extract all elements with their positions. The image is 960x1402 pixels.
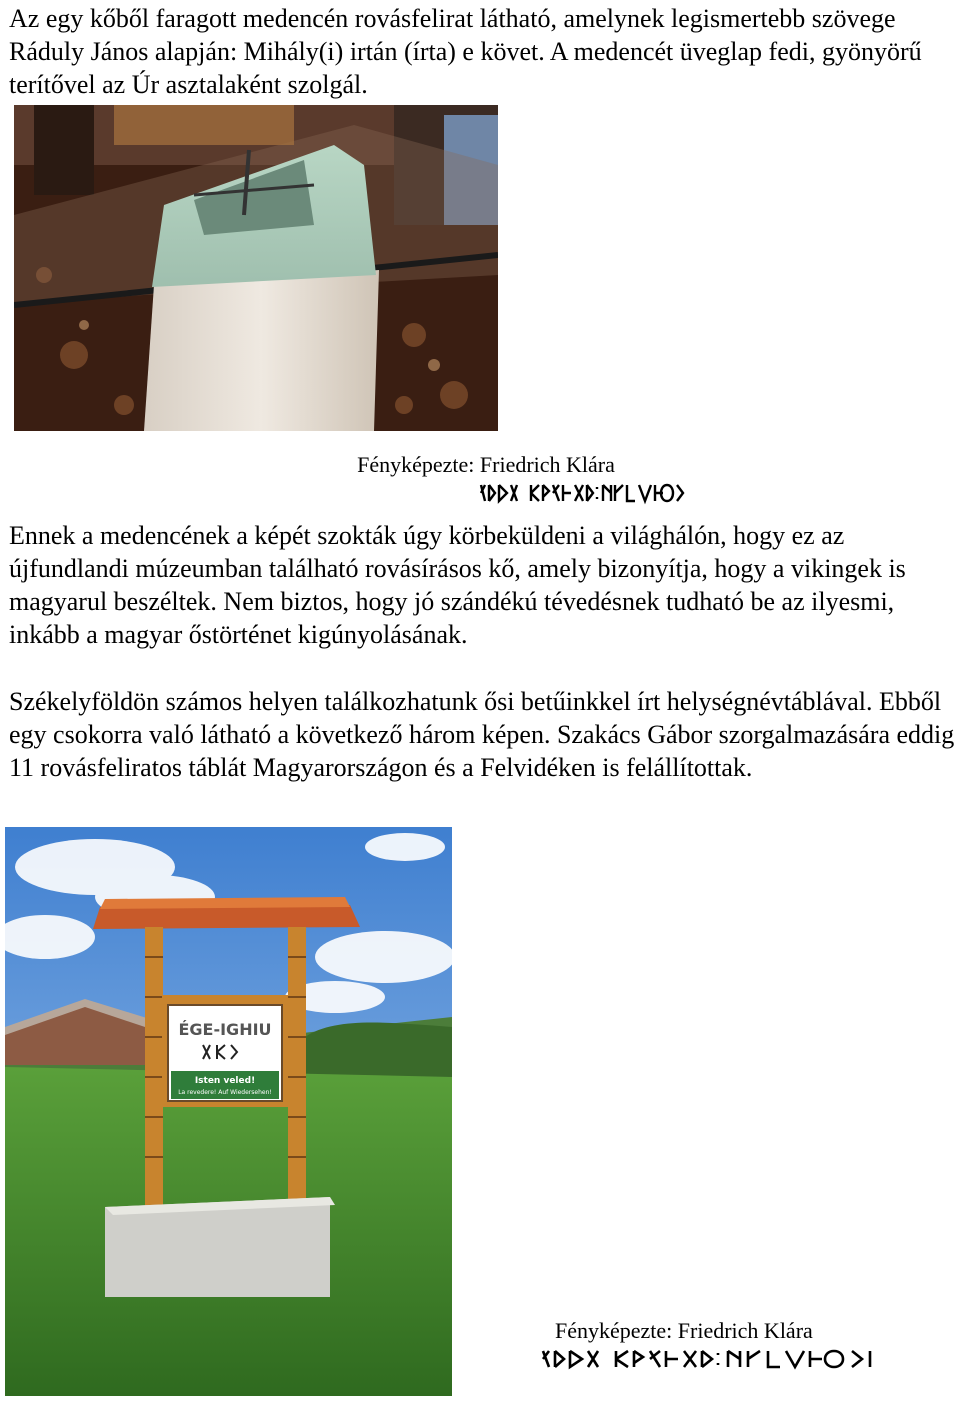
photo-credit-2: Fényképezte: Friedrich Klára xyxy=(555,1318,813,1343)
place-sign-photo xyxy=(5,827,452,1396)
photo-credit-1: Fényképezte: Friedrich Klára xyxy=(357,452,615,477)
sign-greeting: Isten veled! xyxy=(194,1076,256,1086)
runic-inscription-2 xyxy=(540,1347,880,1371)
runic-inscription-1 xyxy=(479,481,685,505)
sign-subline: La revedere! Auf Wiedersehen! xyxy=(178,1089,272,1096)
sign-place-name: ÉGE-IGHIU xyxy=(178,1020,272,1039)
stone-basin-photo xyxy=(14,105,498,431)
paragraph-viking-myth: Ennek a medencének a képét szokták úgy körbeküldeni a világhálón, hogy ez az újfundlandi múzeumban található rovásírásos kő, amely bizonyítja, hogy a vikingek is magyarul beszéltek. Nem biztos, hogy jó szándékú tévedésnek tudható be az ilyesmi, inkább a magyar őstörténet kigúnyolásának. xyxy=(9,521,906,649)
paragraph-basin-description: Az egy kőből faragott medencén rovásfelirat látható, amelynek legismertebb szövege Ráduly János alapján: Mihály(i) irtán (írta) e követ. A medencét üveglap fedi, gyönyörű terítővel az Úr asztalaként szolgál. xyxy=(9,4,922,99)
paragraph-place-signs: Székelyföldön számos helyen találkozhatunk ősi betűinkkel írt helységnévtáblával. Ebből egy csokorra való látható a következő három képen. Szakács Gábor szorgalmazására eddig 11 rovásfeliratos táblát Magyarországon és a Felvidéken is felállítottak. xyxy=(9,687,955,782)
